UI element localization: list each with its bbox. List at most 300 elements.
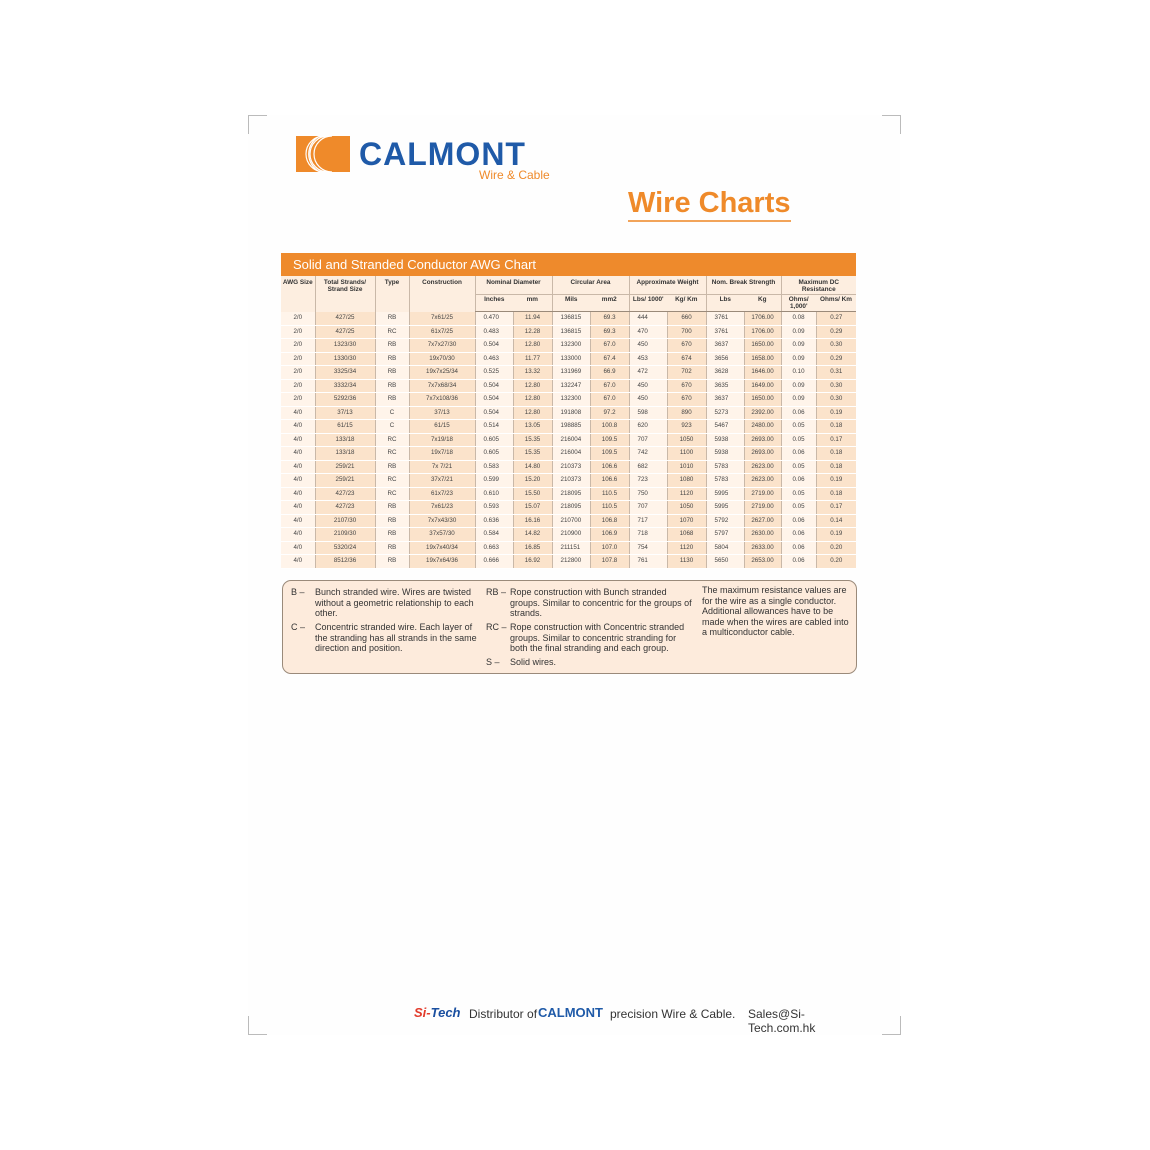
cell-construction: 7x7x108/36	[409, 393, 475, 407]
cell-strands: 259/21	[315, 460, 375, 474]
cell-break-kg: 2719.00	[744, 501, 781, 515]
cell-area-mils: 210700	[552, 514, 590, 528]
cell-resist-km: 0.27	[816, 312, 856, 326]
cell-area-mm2: 67.0	[590, 339, 629, 353]
cell-awg-size: 4/0	[281, 433, 315, 447]
subcol-lbs-1000ft: Lbs/ 1000'	[629, 295, 667, 312]
cell-diameter-mm: 14.80	[513, 460, 552, 474]
cell-break-lbs: 5938	[706, 447, 744, 461]
cell-strands: 3325/34	[315, 366, 375, 380]
cell-type: RB	[375, 312, 409, 326]
cell-resist-km: 0.29	[816, 352, 856, 366]
footer-tagline: precision Wire & Cable.	[610, 1007, 736, 1021]
footer-distributor-text: Distributor of	[469, 1007, 538, 1021]
cell-strands: 37/13	[315, 406, 375, 420]
cell-construction: 19x7/18	[409, 447, 475, 461]
cell-construction: 61/15	[409, 420, 475, 434]
cell-break-kg: 2630.00	[744, 528, 781, 542]
cell-resist-ft: 0.08	[781, 312, 816, 326]
cell-diameter-in: 0.584	[475, 528, 513, 542]
cell-strands: 1323/30	[315, 339, 375, 353]
cell-weight-lbs: 723	[629, 474, 667, 488]
cell-weight-kg: 1120	[667, 541, 706, 555]
cell-awg-size: 4/0	[281, 447, 315, 461]
cell-resist-ft: 0.09	[781, 393, 816, 407]
cell-strands: 8512/36	[315, 555, 375, 569]
cell-type: RC	[375, 474, 409, 488]
cell-weight-lbs: 718	[629, 528, 667, 542]
legend-notes	[282, 580, 857, 674]
cell-diameter-in: 0.599	[475, 474, 513, 488]
cell-diameter-in: 0.663	[475, 541, 513, 555]
cell-diameter-mm: 13.05	[513, 420, 552, 434]
cell-strands: 2109/30	[315, 528, 375, 542]
cell-break-lbs: 5995	[706, 487, 744, 501]
table-row	[281, 501, 856, 515]
cell-diameter-in: 0.514	[475, 420, 513, 434]
cell-resist-km: 0.19	[816, 406, 856, 420]
cell-resist-ft: 0.05	[781, 433, 816, 447]
cell-resist-km: 0.31	[816, 366, 856, 380]
cell-break-kg: 1649.00	[744, 379, 781, 393]
cell-break-lbs: 3761	[706, 312, 744, 326]
cell-weight-kg: 1070	[667, 514, 706, 528]
cell-diameter-mm: 13.32	[513, 366, 552, 380]
table-row	[281, 474, 856, 488]
table-row	[281, 312, 856, 326]
cell-diameter-in: 0.504	[475, 379, 513, 393]
cell-break-kg: 2623.00	[744, 474, 781, 488]
cell-diameter-in: 0.504	[475, 393, 513, 407]
cell-break-kg: 1650.00	[744, 393, 781, 407]
cell-area-mils: 132300	[552, 393, 590, 407]
cell-construction: 7x7x43/30	[409, 514, 475, 528]
cell-break-lbs: 5650	[706, 555, 744, 569]
table-row	[281, 325, 856, 339]
cell-diameter-mm: 12.80	[513, 379, 552, 393]
cell-construction: 61x7/25	[409, 325, 475, 339]
cell-strands: 427/23	[315, 487, 375, 501]
cell-type: RB	[375, 555, 409, 569]
note-c-key: C –	[291, 622, 306, 632]
cell-diameter-in: 0.593	[475, 501, 513, 515]
cell-weight-lbs: 450	[629, 393, 667, 407]
cell-type: RB	[375, 528, 409, 542]
cell-area-mils: 132247	[552, 379, 590, 393]
cell-strands: 5320/24	[315, 541, 375, 555]
cell-weight-lbs: 754	[629, 541, 667, 555]
note-rc-key: RC –	[486, 622, 507, 632]
calmont-logo-icon	[296, 136, 350, 172]
cell-resist-km: 0.14	[816, 514, 856, 528]
cell-awg-size: 4/0	[281, 474, 315, 488]
cell-construction: 61x7/23	[409, 487, 475, 501]
cell-construction: 19x70/30	[409, 352, 475, 366]
cell-diameter-in: 0.504	[475, 406, 513, 420]
cell-break-lbs: 3637	[706, 339, 744, 353]
cell-awg-size: 2/0	[281, 325, 315, 339]
subcol-inches: Inches	[475, 295, 513, 312]
cell-break-kg: 2480.00	[744, 420, 781, 434]
note-rc-text: Rope construction with Concentric stranded groups. Similar to concentric stranding for both the final stranding and each group.	[510, 622, 685, 653]
cell-area-mils: 210373	[552, 474, 590, 488]
cell-resist-km: 0.30	[816, 393, 856, 407]
cell-area-mils: 136815	[552, 325, 590, 339]
cell-break-kg: 2623.00	[744, 460, 781, 474]
cell-weight-kg: 1050	[667, 433, 706, 447]
cell-area-mm2: 100.8	[590, 420, 629, 434]
cell-break-kg: 2627.00	[744, 514, 781, 528]
note-s-key: S –	[486, 657, 500, 667]
cell-type: RB	[375, 541, 409, 555]
cell-area-mils: 210373	[552, 460, 590, 474]
cell-break-lbs: 3761	[706, 325, 744, 339]
subcol-break-kg: Kg	[744, 295, 781, 312]
cell-area-mm2: 97.2	[590, 406, 629, 420]
cell-weight-kg: 670	[667, 339, 706, 353]
cell-awg-size: 4/0	[281, 420, 315, 434]
cell-weight-kg: 1130	[667, 555, 706, 569]
cell-weight-lbs: 450	[629, 379, 667, 393]
col-nominal-diameter: Nominal Diameter	[475, 276, 552, 295]
cell-weight-lbs: 682	[629, 460, 667, 474]
col-total-strands: Total Strands/ Strand Size	[315, 276, 375, 312]
cell-awg-size: 2/0	[281, 379, 315, 393]
cell-area-mils: 216004	[552, 447, 590, 461]
cell-resist-km: 0.30	[816, 339, 856, 353]
footer-brand: CALMONT	[538, 1005, 603, 1020]
awg-table	[281, 276, 856, 569]
cell-break-lbs: 3628	[706, 366, 744, 380]
subcol-mm2: mm2	[590, 295, 629, 312]
cell-resist-ft: 0.09	[781, 339, 816, 353]
cell-area-mils: 218095	[552, 487, 590, 501]
cell-area-mils: 212800	[552, 555, 590, 569]
table-row	[281, 487, 856, 501]
table-row	[281, 366, 856, 380]
cell-weight-kg: 700	[667, 325, 706, 339]
cell-awg-size: 4/0	[281, 541, 315, 555]
chart-title: Solid and Stranded Conductor AWG Chart	[281, 253, 856, 276]
cell-weight-lbs: 472	[629, 366, 667, 380]
cell-resist-km: 0.18	[816, 460, 856, 474]
cell-weight-kg: 1080	[667, 474, 706, 488]
cell-area-mils: 133000	[552, 352, 590, 366]
table-row	[281, 460, 856, 474]
table-row	[281, 528, 856, 542]
cell-resist-ft: 0.06	[781, 541, 816, 555]
cell-resist-km: 0.29	[816, 325, 856, 339]
cell-area-mils: 198885	[552, 420, 590, 434]
cell-resist-km: 0.18	[816, 487, 856, 501]
cell-diameter-mm: 15.20	[513, 474, 552, 488]
cell-resist-ft: 0.06	[781, 514, 816, 528]
cell-awg-size: 4/0	[281, 487, 315, 501]
cell-resist-km: 0.19	[816, 528, 856, 542]
col-circular-area: Circular Area	[552, 276, 629, 295]
cell-diameter-mm: 14.82	[513, 528, 552, 542]
cell-break-lbs: 3635	[706, 379, 744, 393]
cell-diameter-in: 0.504	[475, 339, 513, 353]
subcol-ohms-km: Ohms/ Km	[816, 295, 856, 312]
cell-break-kg: 1650.00	[744, 339, 781, 353]
col-construction: Construction	[409, 276, 475, 312]
note-b-key: B –	[291, 587, 305, 597]
cell-break-lbs: 5804	[706, 541, 744, 555]
cell-resist-km: 0.17	[816, 433, 856, 447]
cell-weight-lbs: 450	[629, 339, 667, 353]
cell-type: RC	[375, 447, 409, 461]
cell-awg-size: 4/0	[281, 460, 315, 474]
cell-weight-lbs: 707	[629, 433, 667, 447]
cell-resist-km: 0.20	[816, 541, 856, 555]
footer-email-link[interactable]: Sales@Si-Tech.com.hk	[748, 1007, 816, 1035]
cell-construction: 7x61/25	[409, 312, 475, 326]
cell-strands: 2107/30	[315, 514, 375, 528]
cell-weight-kg: 890	[667, 406, 706, 420]
col-type: Type	[375, 276, 409, 312]
cell-weight-lbs: 707	[629, 501, 667, 515]
cell-awg-size: 2/0	[281, 339, 315, 353]
cell-resist-ft: 0.06	[781, 528, 816, 542]
cell-resist-ft: 0.05	[781, 460, 816, 474]
cell-area-mils: 216004	[552, 433, 590, 447]
cell-diameter-in: 0.605	[475, 433, 513, 447]
cell-resist-km: 0.20	[816, 555, 856, 569]
cell-weight-lbs: 761	[629, 555, 667, 569]
cell-awg-size: 4/0	[281, 501, 315, 515]
col-break-strength: Nom. Break Strength	[706, 276, 781, 295]
table-row	[281, 447, 856, 461]
cell-area-mils: 210900	[552, 528, 590, 542]
cell-type: C	[375, 406, 409, 420]
cell-resist-ft: 0.06	[781, 474, 816, 488]
cell-type: RC	[375, 325, 409, 339]
cell-diameter-mm: 15.07	[513, 501, 552, 515]
cell-resist-ft: 0.06	[781, 406, 816, 420]
cell-area-mm2: 110.5	[590, 487, 629, 501]
cell-weight-kg: 1050	[667, 501, 706, 515]
note-rb-key: RB –	[486, 587, 507, 597]
cell-area-mm2: 106.6	[590, 474, 629, 488]
si-tech-logo-b: Tech	[430, 1005, 461, 1020]
cell-diameter-mm: 15.50	[513, 487, 552, 501]
cell-resist-ft: 0.06	[781, 447, 816, 461]
cell-break-lbs: 5467	[706, 420, 744, 434]
cell-break-kg: 2693.00	[744, 433, 781, 447]
cell-weight-lbs: 444	[629, 312, 667, 326]
cell-break-lbs: 5792	[706, 514, 744, 528]
cell-diameter-mm: 15.35	[513, 447, 552, 461]
cell-break-lbs: 3656	[706, 352, 744, 366]
cell-awg-size: 4/0	[281, 514, 315, 528]
cell-area-mm2: 107.0	[590, 541, 629, 555]
cell-area-mils: 218095	[552, 501, 590, 515]
cell-area-mm2: 109.5	[590, 433, 629, 447]
col-dc-resistance: Maximum DC Resistance	[781, 276, 856, 295]
cell-area-mm2: 109.5	[590, 447, 629, 461]
cell-break-lbs: 5797	[706, 528, 744, 542]
cell-area-mils: 132300	[552, 339, 590, 353]
cell-diameter-in: 0.525	[475, 366, 513, 380]
cell-construction: 7x7x68/34	[409, 379, 475, 393]
cell-break-kg: 2633.00	[744, 541, 781, 555]
page-title: Wire Charts	[628, 186, 791, 222]
note-c-text: Concentric stranded wire. Each layer of the stranding has all strands in the same direction and position.	[315, 622, 477, 653]
cell-break-lbs: 5783	[706, 460, 744, 474]
cell-type: RB	[375, 339, 409, 353]
awg-table-body	[281, 312, 856, 569]
cell-construction: 37/13	[409, 406, 475, 420]
cell-resist-km: 0.19	[816, 474, 856, 488]
cell-weight-kg: 660	[667, 312, 706, 326]
cell-diameter-mm: 12.28	[513, 325, 552, 339]
cell-diameter-in: 0.605	[475, 447, 513, 461]
cell-area-mm2: 67.0	[590, 379, 629, 393]
cell-awg-size: 4/0	[281, 406, 315, 420]
cell-diameter-in: 0.610	[475, 487, 513, 501]
cell-type: RB	[375, 393, 409, 407]
col-approximate-weight: Approximate Weight	[629, 276, 706, 295]
cell-weight-lbs: 620	[629, 420, 667, 434]
cell-weight-kg: 923	[667, 420, 706, 434]
cell-diameter-mm: 16.92	[513, 555, 552, 569]
table-row	[281, 406, 856, 420]
cell-strands: 133/18	[315, 447, 375, 461]
cell-resist-ft: 0.05	[781, 420, 816, 434]
table-row	[281, 352, 856, 366]
cell-awg-size: 4/0	[281, 555, 315, 569]
cell-weight-kg: 702	[667, 366, 706, 380]
footer	[414, 1004, 859, 1035]
cell-weight-kg: 1100	[667, 447, 706, 461]
cell-diameter-mm: 15.35	[513, 433, 552, 447]
cell-weight-lbs: 598	[629, 406, 667, 420]
cell-area-mm2: 69.3	[590, 312, 629, 326]
cell-area-mm2: 67.0	[590, 393, 629, 407]
cell-weight-lbs: 742	[629, 447, 667, 461]
cell-break-lbs: 5273	[706, 406, 744, 420]
cell-awg-size: 4/0	[281, 528, 315, 542]
cell-weight-lbs: 717	[629, 514, 667, 528]
cell-break-kg: 2653.00	[744, 555, 781, 569]
cell-type: RB	[375, 352, 409, 366]
cell-area-mm2: 67.4	[590, 352, 629, 366]
cell-diameter-mm: 11.94	[513, 312, 552, 326]
cell-strands: 427/25	[315, 325, 375, 339]
cell-resist-km: 0.30	[816, 379, 856, 393]
note-s-text: Solid wires.	[510, 657, 557, 667]
cell-resist-km: 0.18	[816, 420, 856, 434]
cell-awg-size: 2/0	[281, 393, 315, 407]
cell-construction: 7x7x27/30	[409, 339, 475, 353]
subcol-mm: mm	[513, 295, 552, 312]
cell-weight-lbs: 453	[629, 352, 667, 366]
brand-subtitle: Wire & Cable	[479, 168, 550, 182]
cell-diameter-in: 0.463	[475, 352, 513, 366]
col-awg-size: AWG Size	[282, 279, 313, 286]
crop-mark-bottom-right	[882, 1016, 901, 1035]
table-row	[281, 514, 856, 528]
cell-resist-ft: 0.09	[781, 379, 816, 393]
cell-diameter-in: 0.636	[475, 514, 513, 528]
cell-area-mm2: 106.9	[590, 528, 629, 542]
calmont-logo	[296, 136, 566, 186]
cell-resist-ft: 0.10	[781, 366, 816, 380]
cell-resist-ft: 0.06	[781, 555, 816, 569]
cell-weight-kg: 1068	[667, 528, 706, 542]
cell-diameter-mm: 11.77	[513, 352, 552, 366]
cell-break-kg: 1658.00	[744, 352, 781, 366]
cell-diameter-in: 0.666	[475, 555, 513, 569]
cell-type: RB	[375, 514, 409, 528]
crop-mark-top-left	[248, 115, 267, 134]
cell-strands: 61/15	[315, 420, 375, 434]
cell-area-mm2: 69.3	[590, 325, 629, 339]
cell-area-mils: 136815	[552, 312, 590, 326]
cell-type: C	[375, 420, 409, 434]
cell-diameter-in: 0.583	[475, 460, 513, 474]
cell-type: RB	[375, 366, 409, 380]
subcol-mils: Mils	[552, 295, 590, 312]
table-row	[281, 339, 856, 353]
table-row	[281, 541, 856, 555]
cell-break-kg: 2392.00	[744, 406, 781, 420]
cell-area-mils: 131969	[552, 366, 590, 380]
table-row	[281, 393, 856, 407]
cell-resist-ft: 0.05	[781, 501, 816, 515]
note-b-text: Bunch stranded wire. Wires are twisted without a geometric relationship to each other.	[315, 587, 474, 618]
cell-awg-size: 2/0	[281, 312, 315, 326]
cell-diameter-mm: 12.80	[513, 406, 552, 420]
cell-type: RB	[375, 460, 409, 474]
cell-construction: 19x7x25/34	[409, 366, 475, 380]
cell-construction: 7x61/23	[409, 501, 475, 515]
cell-strands: 259/21	[315, 474, 375, 488]
table-row	[281, 555, 856, 569]
cell-strands: 427/23	[315, 501, 375, 515]
subcol-ohms-1000ft: Ohms/ 1,000'	[781, 295, 816, 312]
cell-diameter-mm: 16.85	[513, 541, 552, 555]
cell-awg-size: 2/0	[281, 366, 315, 380]
cell-break-lbs: 5783	[706, 474, 744, 488]
subcol-kg-km: Kg/ Km	[667, 295, 706, 312]
table-row	[281, 433, 856, 447]
cell-strands: 1330/30	[315, 352, 375, 366]
cell-weight-kg: 670	[667, 393, 706, 407]
cell-construction: 19x7x64/36	[409, 555, 475, 569]
cell-break-kg: 2719.00	[744, 487, 781, 501]
cell-diameter-mm: 12.80	[513, 393, 552, 407]
cell-diameter-in: 0.470	[475, 312, 513, 326]
cell-break-kg: 1706.00	[744, 325, 781, 339]
cell-diameter-mm: 12.80	[513, 339, 552, 353]
cell-area-mm2: 106.8	[590, 514, 629, 528]
table-row	[281, 420, 856, 434]
cell-resist-ft: 0.09	[781, 352, 816, 366]
cell-area-mm2: 107.8	[590, 555, 629, 569]
cell-break-lbs: 5938	[706, 433, 744, 447]
cell-type: RB	[375, 379, 409, 393]
cell-weight-lbs: 750	[629, 487, 667, 501]
cell-area-mils: 191808	[552, 406, 590, 420]
cell-break-kg: 1646.00	[744, 366, 781, 380]
cell-strands: 5292/36	[315, 393, 375, 407]
cell-weight-kg: 670	[667, 379, 706, 393]
table-row	[281, 379, 856, 393]
cell-strands: 133/18	[315, 433, 375, 447]
cell-resist-ft: 0.05	[781, 487, 816, 501]
